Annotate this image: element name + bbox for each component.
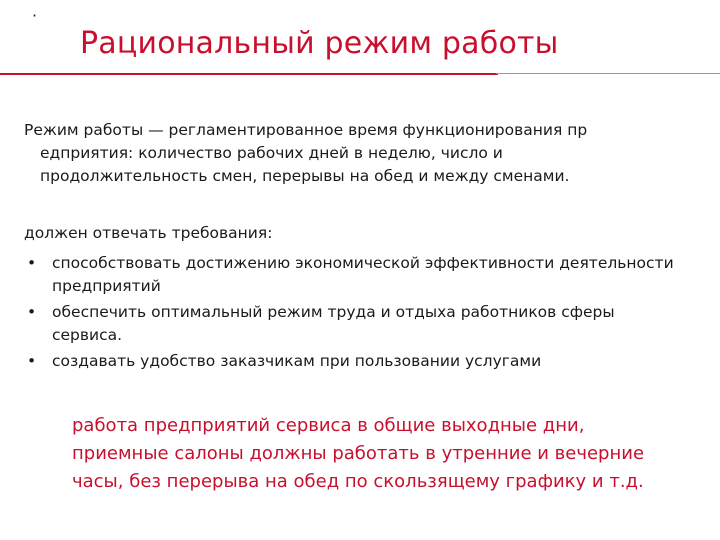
definition-paragraph <box>24 119 688 188</box>
bullet-icon: • <box>27 254 37 272</box>
requirements-heading: должен отвечать требования: <box>24 224 273 242</box>
list-item-line: сервиса. <box>52 326 123 344</box>
list-item <box>24 252 704 298</box>
bullet-icon: • <box>27 352 37 370</box>
definition-line-1 <box>24 119 688 142</box>
corner-marker-dot: · <box>32 6 38 25</box>
list-item-line: создавать удобство заказчикам при пользовании услугами <box>52 352 542 370</box>
definition-line-3: продолжительность смен, перерывы на обед и между сменами. <box>40 167 570 185</box>
definition-line-2: едприятия: количество рабочих дней в неделю, число и <box>40 144 503 162</box>
title-underline-red <box>0 73 498 75</box>
list-item-line: способствовать достижению экономической эффективности деятельности <box>52 254 674 272</box>
list-item <box>24 350 704 373</box>
note-line-2: приемные салоны должны работать в утренние и вечерние <box>72 443 645 464</box>
note-line-3: часы, без перерыва на обед по скользящему графику и т.д. <box>72 471 644 492</box>
note-line-1: работа предприятий сервиса в общие выходные дни, <box>72 415 585 436</box>
highlight-note <box>72 412 702 496</box>
list-item <box>24 301 704 347</box>
slide-title: Рациональный режим работы <box>80 26 559 61</box>
bullet-icon: • <box>27 303 37 321</box>
definition-text-1: — регламентированное время функционирования пр <box>143 121 588 139</box>
list-item-line: обеспечить оптимальный режим труда и отдыха работников сферы <box>52 303 615 321</box>
list-item-line: предприятий <box>52 277 161 295</box>
title-underline-gray <box>496 73 720 74</box>
requirements-list <box>24 252 704 376</box>
definition-term: Режим работы <box>24 121 144 139</box>
